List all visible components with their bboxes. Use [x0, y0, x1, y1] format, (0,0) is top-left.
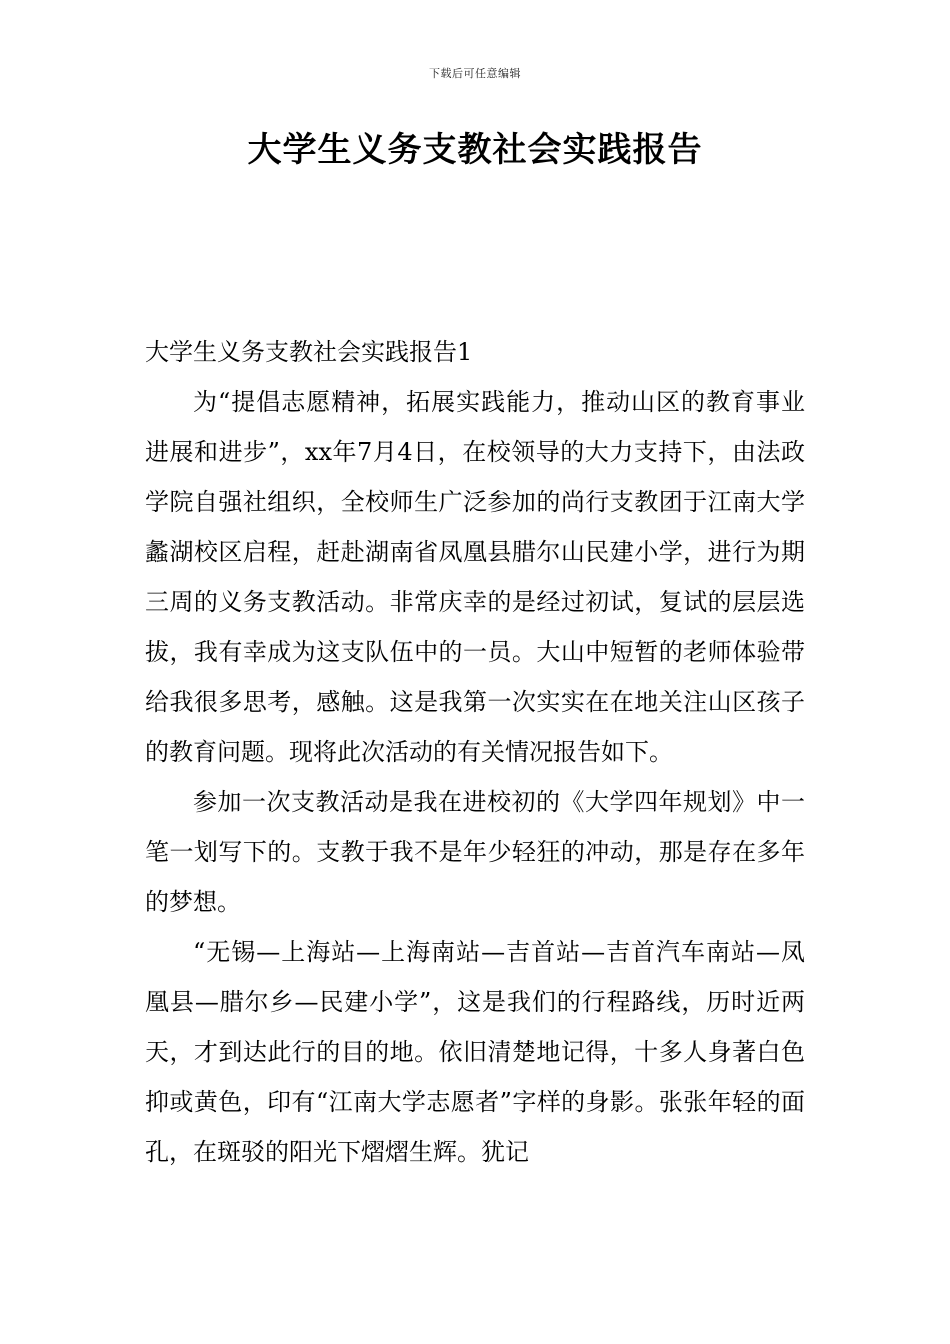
paragraph-1: 为“提倡志愿精神，拓展实践能力，推动山区的教育事业进展和进步”，xx年7月4日，在校领导的大力支持下，由法政学院自强社组织，全校师生广泛参加的尚行支教团于江南大学蠡湖校区启程，赶赴湖南省凤凰县腊尔山民建小学，进行为期三周的义务支教活动。非常庆幸的是经过初试，复试的层层选拔，我有幸成为这支队伍中的一员。大山中短暂的老师体验带给我很多思考，感触。这是我第一次实实在在地关注山区孩子的教育问题。现将此次活动的有关情况报告如下。	[145, 388, 805, 766]
document-body	[145, 327, 805, 1177]
document-title: 大学生义务支教社会实践报告	[247, 130, 703, 170]
paragraph-3: “无锡—上海站—上海南站—吉首站—吉首汽车南站—凤凰县—腊尔乡—民建小学”，这是我们的行程路线，历时近两天，才到达此行的目的地。依旧清楚地记得，十多人身著白色抑或黄色，印有“江南大学志愿者”字样的身影。张张年轻的面孔，在斑驳的阳光下熠熠生辉。犹记	[145, 938, 805, 1166]
paragraph-2: 参加一次支教活动是我在进校初的《大学四年规划》中一笔一划写下的。支教于我不是年少轻狂的冲动，那是存在多年的梦想。	[145, 788, 805, 916]
header-note: 下载后可任意编辑	[429, 67, 521, 80]
section-heading: 大学生义务支教社会实践报告1	[145, 338, 473, 366]
